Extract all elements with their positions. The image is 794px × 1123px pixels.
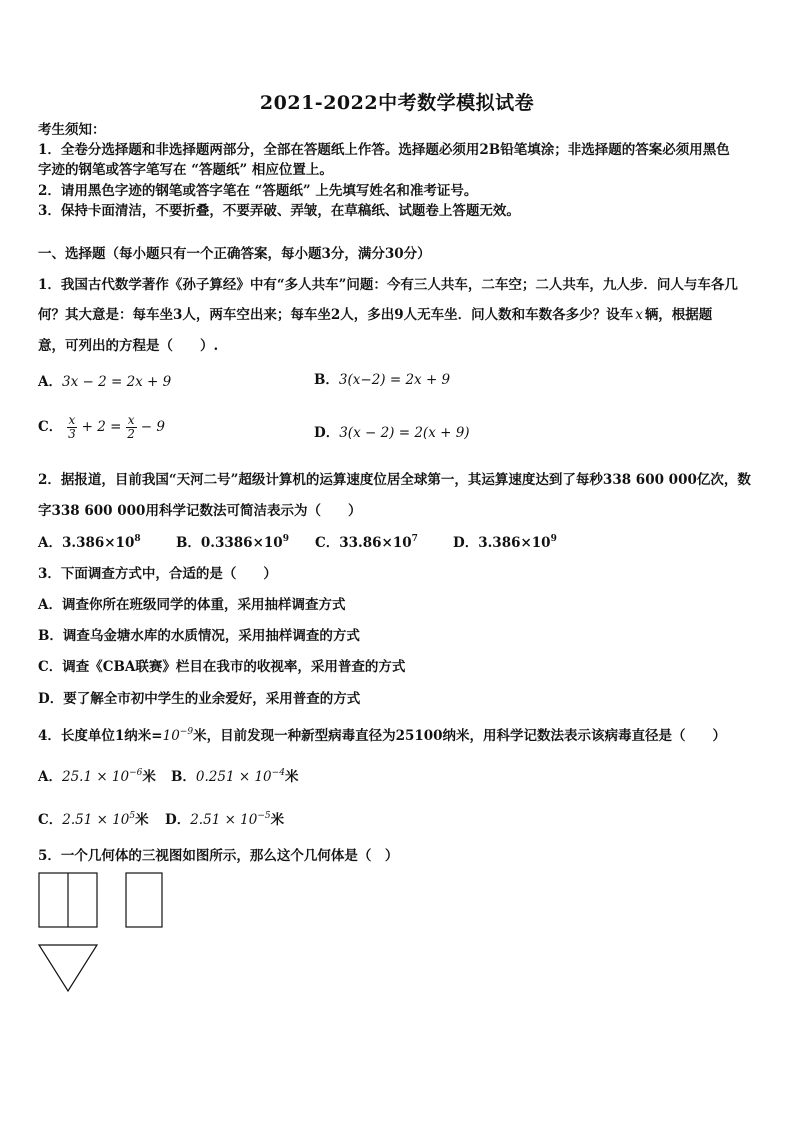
q1-stem-line: 1．我国古代数学著作《孙子算经》中有“多人共车”问题：今有三人共车，二车空；二人共车，九人步．问人与车各几 <box>38 277 738 293</box>
notice-item: 3．保持卡面清洁，不要折叠，不要弄破、弄皱，在草稿纸、试题卷上答题无效。 <box>38 203 520 219</box>
q5-stem: 5．一个几何体的三视图如图所示，那么这个几何体是（ ） <box>38 848 399 864</box>
top-view-triangle <box>39 945 97 991</box>
q2-option-c[interactable]: C．$33.86\times 10^7$ <box>315 534 418 551</box>
notice-heading: 考生须知： <box>38 122 106 138</box>
q1-option-b[interactable]: B．3(x−2) = 2x + 9 <box>314 372 451 388</box>
q4-option-a[interactable]: A．$25.1 \times 10^{-6}$米 <box>38 768 156 785</box>
fraction: $\frac{x}{3}$ <box>68 413 76 441</box>
notice-item: 2．请用黑色字迹的钢笔或答字笔在 “答题纸” 上先填写姓名和准考证号。 <box>38 183 478 199</box>
q3-option-a[interactable]: A．调查你所在班级同学的体重，采用抽样调查方式 <box>38 597 346 613</box>
q1-option-c[interactable]: C． $\frac{x}{3}$ + 2 = $\frac{x}{2}$ − 9 <box>38 413 165 441</box>
q4-stem: 4．长度单位1纳米$=10^{-9}$米，目前发现一种新型病毒直径为25100纳米，用科学记数法表示该病毒直径是（ ） <box>38 727 727 744</box>
notice-item: 1．全卷分选择题和非选择题两部分，全部在答题纸上作答。选择题必须用2B铅笔填涂；非选择题的答案必须用黑色 <box>38 142 730 158</box>
section-heading: 一、选择题（每小题只有一个正确答案，每小题3分，满分30分） <box>38 246 431 262</box>
q3-stem: 3．下面调查方式中，合适的是（ ） <box>38 566 277 582</box>
q2-option-d[interactable]: D．$3.386\times 10^9$ <box>453 534 557 551</box>
q2-stem-line: 2．据报道，目前我国“天河二号”超级计算机的运算速度位居全球第一，其运算速度达到了每秒338 600 000亿次，数 <box>38 472 751 488</box>
q1-option-d[interactable]: D．3(x − 2) = 2(x + 9) <box>314 425 470 441</box>
q2-option-a[interactable]: A．$3.386\times 10^8$ <box>38 534 141 551</box>
fraction: $\frac{x}{2}$ <box>127 413 135 441</box>
page-title: 2021-2022中考数学模拟试卷 <box>259 92 535 114</box>
q4-option-b[interactable]: B．$0.251 \times 10^{-4}$米 <box>171 768 299 785</box>
q4-option-c[interactable]: C．$2.51 \times 10^5$米 <box>38 811 149 828</box>
q3-option-c[interactable]: C．调查《CBA联赛》栏目在我市的收视率，采用普查的方式 <box>38 659 406 675</box>
q3-option-b[interactable]: B．调查乌金塘水库的水质情况，采用抽样调查的方式 <box>38 628 360 644</box>
q1-option-a[interactable]: A．3x − 2 = 2x + 9 <box>38 374 172 390</box>
q3-option-d[interactable]: D．要了解全市初中学生的业余爱好，采用普查的方式 <box>38 691 361 707</box>
notice-item: 字迹的钢笔或答字笔写在 “答题纸” 相应位置上。 <box>38 162 333 178</box>
q1-stem-line: 意，可列出的方程是（ ）. <box>38 338 219 354</box>
q1-stem-line: 何？其大意是：每车坐3人，两车空出来；每车坐2人，多出9人无车坐．问人数和车数各多少？设车 x 辆，根据题 <box>38 307 713 323</box>
q2-option-b[interactable]: B．$0.3386\times 10^9$ <box>176 534 289 551</box>
q2-stem-line: 字338 600 000用科学记数法可简洁表示为（ ） <box>38 503 362 519</box>
side-view <box>126 873 162 927</box>
three-view-figure <box>36 870 166 996</box>
q4-option-d[interactable]: D．$2.51 \times 10^{-5}$米 <box>165 811 285 828</box>
